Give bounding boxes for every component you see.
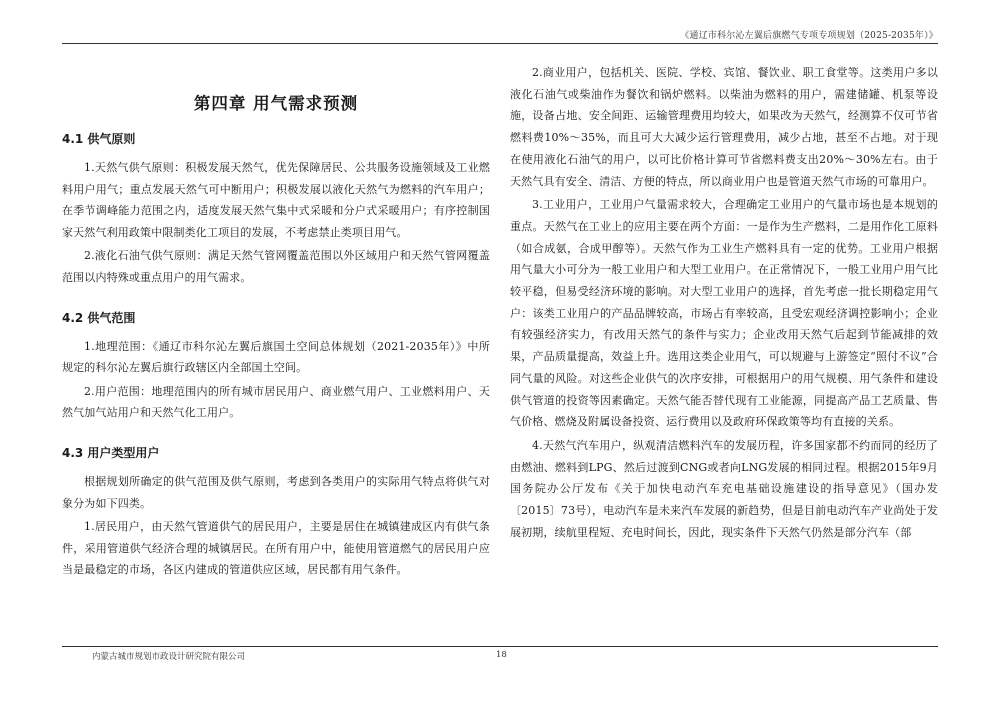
- paragraph: 2.液化石油气供气原则：满足天然气管网覆盖范围以外区域用户和天然气管网覆盖范围以内特殊或重点用户的用气需求。: [62, 249, 490, 284]
- section-4-1-heading: 4.1 供气原则: [62, 132, 136, 146]
- paragraph: 3.工业用户，工业用户气量需求较大，合理确定工业用户的气量市场也是本规划的重点。天然气在工业上的应用主要在两个方面：一是作为生产燃料，二是用作化工原料（如合成氨，合成甲醇等）。天然气作为工业生产燃料具有一定的优势。工业用户根据用气量大小可分为一般工业用户和大型工业用户。在正常情况下，一般工业用户用气比较平稳，但易受经济环境的影响。对大型工业用户的选择，首先考虑一批长期稳定用气户：该类工业用户的产品品牌较高，市场占有率较高，且受宏观经济调控影响小；企业有较强经济实力，有改用天然气的条件与实力；企业改用天然气后起到节能减排的效果，产品质量提高，效益上升。选用这类企业用气，可以规避与上游签定“照付不议”合同气量的风险。对这些企业供气的次序安排，可根据用户的用气规模、用气条件和建设供气管道的投资等因素确定。天然气能否替代现有工业能源，同提高产品工艺质量、售气价格、燃烧及附属设备投资、运行费用以及政府环保政策等均有直接的关系。: [510, 198, 938, 429]
- paragraph: 1.居民用户，由天然气管道供气的居民用户，主要是居住在城镇建成区内有供气条件，采用管道供气经济合理的城镇居民。在所有用户中，能使用管道燃气的居民用户应当是最稳定的市场，各区内建成的管道供应区域，居民都有用气条件。: [62, 520, 490, 577]
- left-column: [62, 62, 490, 583]
- footer-rule: [62, 646, 938, 647]
- chapter-title: 第四章 用气需求预测: [193, 94, 359, 113]
- footer-organization: 内蒙古城市规划市政设计研究院有限公司: [92, 652, 246, 662]
- paragraph: 根据规划所确定的供气范围及供气原则，考虑到各类用户的实际用气特点将供气对象分为如下四类。: [62, 474, 490, 510]
- paragraph: 2.商业用户，包括机关、医院、学校、宾馆、餐饮业、职工食堂等。这类用户多以液化石油气或柴油作为餐饮和锅炉燃料。以柴油为燃料的用户，需建储罐、机泵等设施，设备占地、安全间距、运输管理费用均较大，如果改为天然气，经测算不仅可节省燃料费10%～35%，而且可大大减少运行管理费用，减少占地，甚至不占地。对于现在使用液化石油气的用户，以可比价格计算可节省燃料费支出20%～30%左右。由于天然气具有安全、清洁、方便的特点，所以商业用户也是管道天然气市场的可靠用户。: [510, 66, 938, 188]
- paragraph: 2.用户范围：地理范围内的所有城市居民用户、商业燃气用户、工业燃料用户、天然气加气站用户和天然气化工用户。: [62, 384, 490, 420]
- running-header: 《通辽市科尔沁左翼后旗燃气专项专项规划（2025-2035年）》: [680, 31, 938, 41]
- paragraph: 1.地理范围：《通辽市科尔沁左翼后旗国土空间总体规划（2021-2035年）》中所规定的科尔沁左翼后旗行政辖区内全部国土空间。: [62, 339, 490, 375]
- section-4-2-heading: 4.2 供气范围: [62, 310, 136, 325]
- section-4-3-heading: 4.3 用户类型用户: [62, 445, 160, 460]
- paragraph: 4.天然气汽车用户，纵观清洁燃料汽车的发展历程，许多国家都不约而同的经历了由燃油、燃料到LPG、然后过渡到CNG或者向LNG发展的相同过程。根据2015年9月国务院办公厅发布《关于加快电动汽车充电基础设施建设的指导意见》（国办发〔2015〕73号），电动汽车是未来汽车发展的新趋势，但是目前电动汽车产业尚处于发展初期，续航里程短、充电时间长，因此，现实条件下天然气仍然是部分汽车（部: [510, 438, 938, 539]
- header-rule: [62, 43, 938, 44]
- paragraph: 1.天然气供气原则：积极发展天然气，优先保障居民、公共服务设施领域及工业燃料用户用气；重点发展天然气可中断用户；积极发展以液化天然气为燃料的汽车用户；在季节调峰能力范围之内，适度发展天然气集中式采暖和分户式采暖用户；有序控制国家天然气利用政策中限制类化工项目的发展，不考虑禁止类项目用气。: [62, 161, 490, 239]
- page-number: 18: [496, 650, 507, 660]
- right-column: [510, 62, 938, 545]
